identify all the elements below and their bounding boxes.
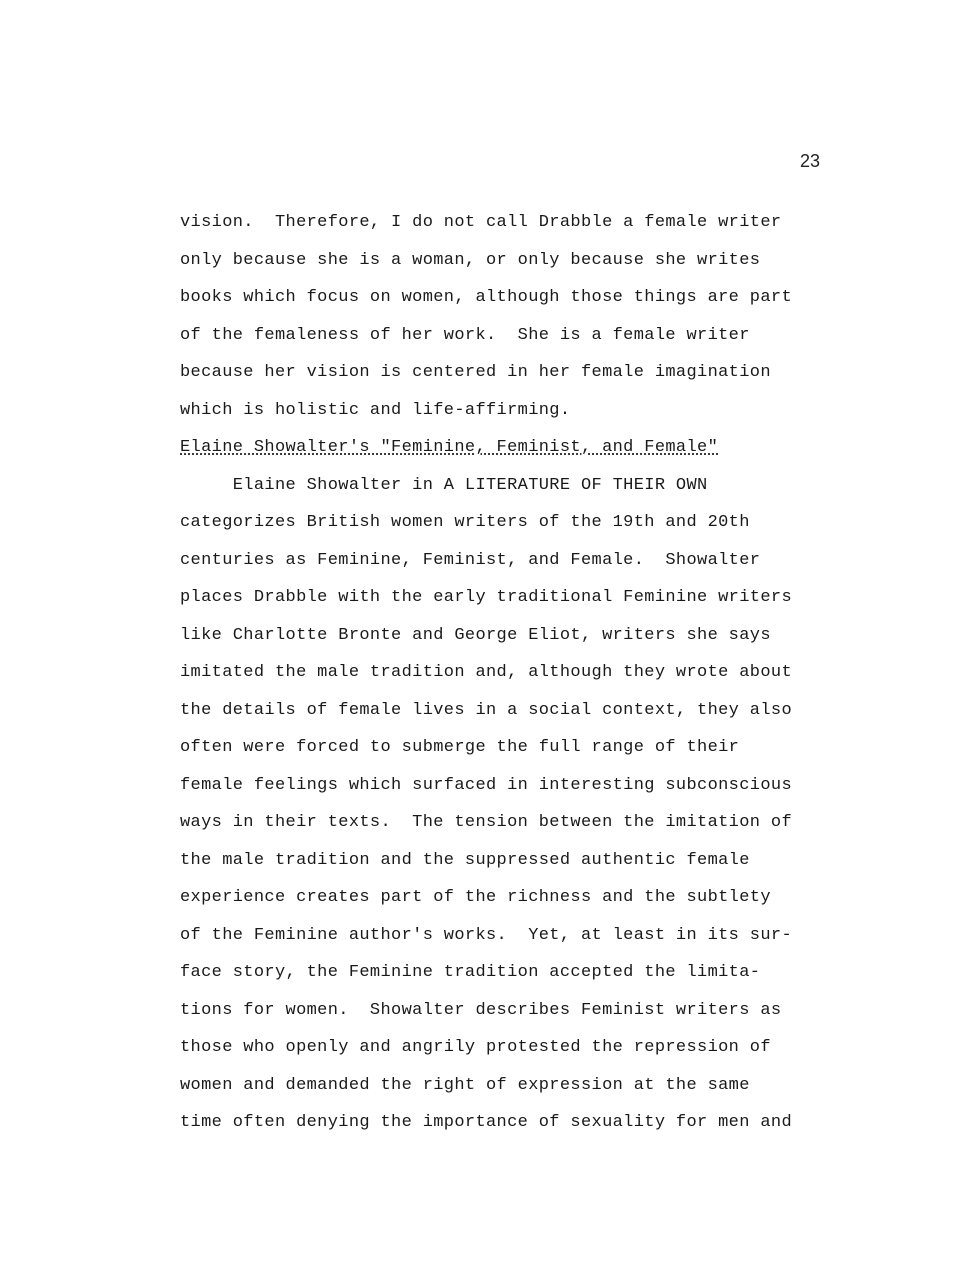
text-line: the male tradition and the suppressed authentic female bbox=[180, 850, 750, 870]
text-line: which is holistic and life-affirming. bbox=[180, 400, 571, 420]
text-line: places Drabble with the early traditional Feminine writers bbox=[180, 588, 792, 607]
text-line: imitated the male tradition and, although they wrote about bbox=[180, 663, 792, 682]
text-line: of the femaleness of her work. She is a female writer bbox=[180, 325, 750, 345]
text-line: female feelings which surfaced in interesting subconscious bbox=[180, 775, 792, 795]
text-line: those who openly and angrily protested the repression of bbox=[180, 1038, 771, 1057]
text-line: face story, the Feminine tradition accepted the limita- bbox=[180, 963, 761, 982]
text-line: tions for women. Showalter describes Feminist writers as bbox=[180, 1000, 782, 1020]
page-number: 23 bbox=[799, 151, 820, 171]
text-line: Elaine Showalter in A LITERATURE OF THEIR OWN bbox=[180, 475, 708, 495]
section-heading: Elaine Showalter's "Feminine, Feminist, and Female" bbox=[180, 438, 719, 457]
text-line: centuries as Feminine, Feminist, and Female. Showalter bbox=[180, 550, 761, 570]
text-line: experience creates part of the richness and the subtlety bbox=[180, 888, 771, 907]
text-line: vision. Therefore, I do not call Drabble a female writer bbox=[180, 213, 782, 232]
text-line: the details of female lives in a social context, they also bbox=[180, 700, 792, 720]
body-text bbox=[180, 204, 860, 1142]
text-line: because her vision is centered in her female imagination bbox=[180, 363, 771, 382]
text-line: books which focus on women, although those things are part bbox=[180, 288, 792, 307]
text-line: of the Feminine author's works. Yet, at least in its sur- bbox=[180, 925, 792, 945]
text-line: only because she is a woman, or only because she writes bbox=[180, 250, 761, 270]
text-line: like Charlotte Bronte and George Eliot, writers she says bbox=[180, 625, 771, 645]
text-line: ways in their texts. The tension between the imitation of bbox=[180, 813, 792, 832]
text-line: categorizes British women writers of the 19th and 20th bbox=[180, 513, 750, 532]
text-line: women and demanded the right of expression at the same bbox=[180, 1075, 750, 1095]
text-line: often were forced to submerge the full range of their bbox=[180, 738, 740, 757]
text-line: time often denying the importance of sexuality for men and bbox=[180, 1113, 792, 1132]
